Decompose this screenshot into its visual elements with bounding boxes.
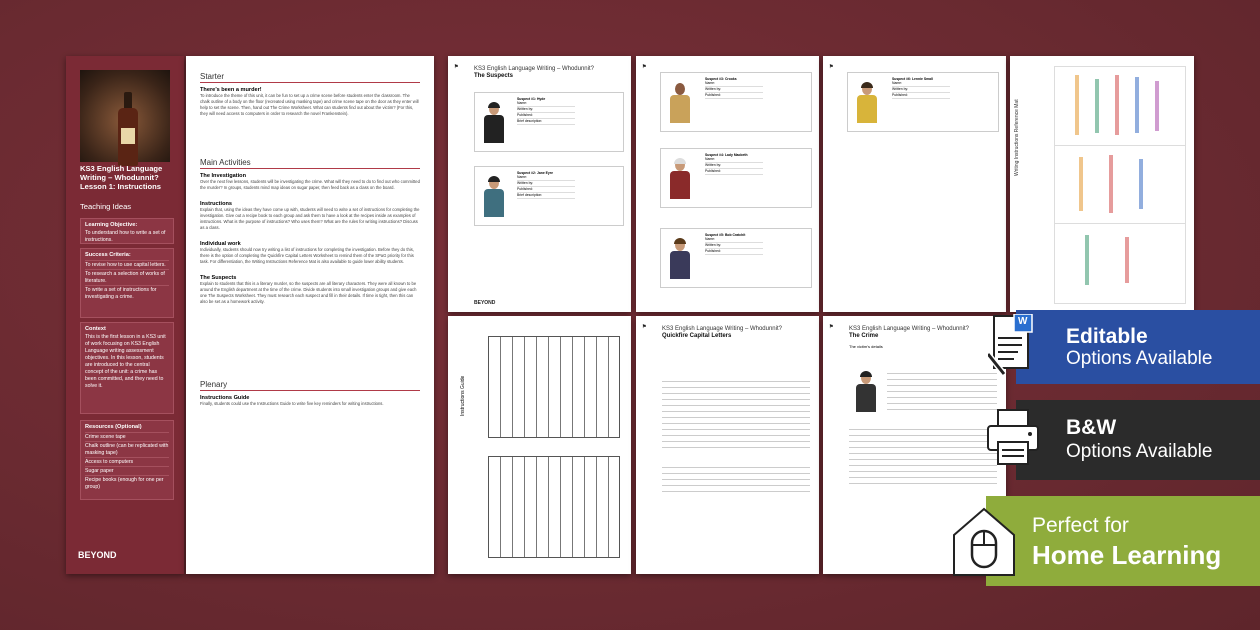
beyond-footer: BEYOND: [474, 300, 496, 306]
worksheet-suspects-3: ⚑ Suspect #6: Lennie Small Name: Written by: Published:: [823, 56, 1006, 312]
suspect-label: Suspect #2: Jane Eyre: [517, 171, 553, 175]
worksheet-suspects-2: ⚑ Suspect #3: Crooks Name: Written by: Published: Suspect #4: Lady Macbeth Name: Written by: Published: Suspect #5: Bob Cratchit Name: Written by: Published:: [636, 56, 819, 312]
suspect-portrait: [667, 239, 693, 279]
suspect-label: Suspect #1: Hyde: [517, 97, 546, 101]
suspect-card: Suspect #1: Hyde Name: Written by: Published: Brief description:: [474, 92, 624, 152]
suspect-portrait: [481, 177, 507, 217]
editable-badge: Editable Options Available: [1016, 310, 1260, 384]
learning-objective-box: Learning Objective: To understand how to write a set of instructions.: [80, 218, 174, 244]
word-icon: W: [1018, 316, 1028, 327]
suspect-portrait: [481, 103, 507, 143]
resources-box: Resources (Optional) Crime scene tape Chalk outline (can be replicated with masking tape) Access to computers Sugar paper Recipe books (enough for one per group): [80, 420, 174, 500]
worksheet-quickfire: ⚑ KS3 English Language Writing – Whodunnit? Quickfire Capital Letters: [636, 316, 819, 574]
notebook-icon: [488, 336, 620, 438]
suspect-card: Suspect #6: Lennie Small Name: Written by: Published:: [847, 72, 999, 132]
worksheet-header: KS3 English Language Writing – Whodunnit?: [474, 66, 594, 72]
home-learning-badge: Perfect for Home Learning: [986, 496, 1260, 586]
worksheet-suspects-1: [448, 56, 631, 312]
victim-portrait: [853, 372, 879, 412]
suspect-card: Suspect #4: Lady Macbeth Name: Written by: Published:: [660, 148, 812, 208]
worksheet-title: The Suspects: [474, 73, 514, 79]
printer-icon: [984, 408, 1042, 466]
starter-section: Starter There’s been a murder! To introduce the theme of this unit, it can be fun to set up a crime scene before students enter the classroom. The chalk outline of a body on the floor (recreated using masking tape) and crime scene tape on the door as they enter will help to set the scene. Then, hand out The Crime Worksheet. What can students find out about the victim? (For this, they will need access to computers in order to research the novel Frankenstein).: [200, 72, 419, 116]
beyond-mark: ⚑: [454, 64, 459, 70]
suspect-portrait: [854, 83, 880, 123]
context-box: Context This is the first lesson in a KS3 unit of work focusing on KS3 English Language writing assessment objectives. In this lesson, students are introduced to the central concept of the unit: a crime has been committed, and they need to solve it.: [80, 322, 174, 414]
suspect-card: Suspect #2: Jane Eyre Name: Written by: Published: Brief description:: [474, 166, 624, 226]
lesson-plan-sidebar: [66, 56, 184, 574]
plenary-section: Plenary Instructions Guide Finally, students could use the Instructions Guide to write five key reminders for writing instructions.: [200, 380, 420, 407]
lesson-subtitle: Teaching Ideas: [80, 202, 132, 211]
notebook-icon: [488, 456, 620, 558]
success-criteria-box: Success Criteria: To revise how to use capital letters. To research a selection of works of literature. To write a set of instructions for investigating a crime.: [80, 248, 174, 318]
bottle-icon: [118, 92, 138, 166]
bw-badge: B&W Options Available: [1016, 400, 1260, 480]
lesson-title: KS3 English Language Writing – Whodunnit? Lesson 1: Instructions: [80, 164, 163, 191]
instructions-guide: Instructions Guide: [448, 316, 631, 574]
home-mouse-icon: [950, 505, 1018, 577]
worksheet-crime: ⚑ KS3 English Language Writing – Whodunnit? The Crime The victim’s details: [823, 316, 1006, 574]
reference-mat: Writing Instructions Reference Mat: [1010, 56, 1194, 312]
lesson-plan-main: [186, 56, 434, 574]
suspect-card: Suspect #3: Crooks Name: Written by: Published:: [660, 72, 812, 132]
suspect-card: Suspect #5: Bob Cratchit Name: Written by: Published:: [660, 228, 812, 288]
poison-bottle-photo: [80, 70, 170, 162]
beyond-logo: BEYOND: [78, 550, 117, 560]
main-activities-section: Main Activities The Investigation Over the next few lessons, students will be investigating the crime. What will they need to do to find out who committed the murder? In groups, students mind map ideas on sugar paper, then feed back as a class on the board. Instructions Explain that, using the ideas they have come up with, students will need to write a set of instructions for completing the investigation. Give out a recipe book to each group and ask them to have a look at the recipes inside as examples of instructions. What is the purpose of instructions? Who uses them? What are the rules for writing instructions? Discuss as a class. Individual work Individually, students should now try writing a list of instructions for completing the investigation. Before they do this, there is the option of completing the Quickfire Capital Letters Worksheet to remind them of the SPaG priority for this task. For differentiation, the Writing Instructions Reference Mat is also available to guide lower ability students. The Suspects Explain to students that this is a literary murder, so the suspects are all literary characters. They were all known to be around the English department at the time of the crime. Divide students into small investigation groups and give each one The Suspects Worksheet. They must research each suspect and fill in their details. If time is tight, then this can also be set as a homework activity.: [200, 158, 420, 304]
edit-document-icon: [988, 314, 1034, 380]
suspect-portrait: [667, 83, 693, 123]
suspect-portrait: [667, 159, 693, 199]
